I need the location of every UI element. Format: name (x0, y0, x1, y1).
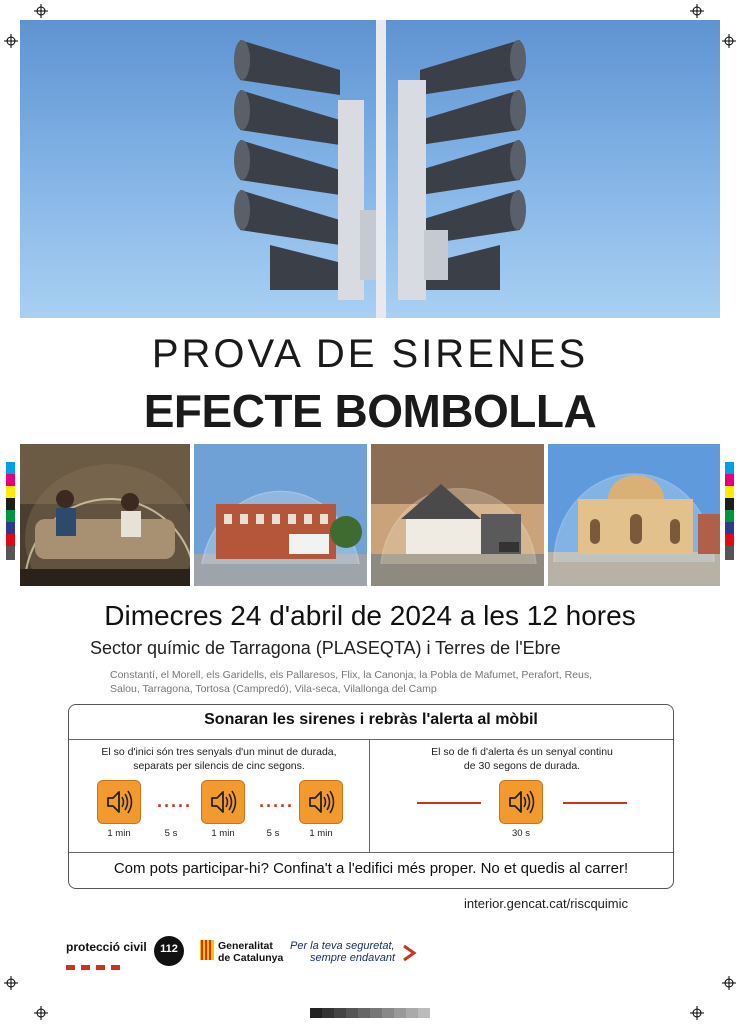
color-calibration-bar (725, 462, 734, 560)
proteccio-civil-label: protecció civil (66, 940, 147, 954)
speaker-icon (201, 780, 245, 824)
speaker-icon (499, 780, 543, 824)
photo-building-bubble (194, 444, 367, 586)
photo-market-bubble (548, 444, 720, 586)
divider (69, 739, 673, 740)
color-calibration-bar (6, 462, 15, 560)
towns-line: Constantí, el Morell, els Garidells, els Pallaresos, Flix, la Canonja, la Pobla de Mafumet, Perafort, Reus, (110, 669, 593, 681)
silence-dots: ····· (259, 796, 294, 816)
duration-label: 30 s (512, 828, 530, 839)
duration-label: 1 min (211, 828, 235, 839)
page-title: PROVA DE SIRENES (151, 332, 589, 376)
grayscale-calibration-strip (310, 1008, 430, 1018)
participate-instruction: Com pots participar-hi? Confina't a l'edifici més proper. No et quedis al carrer! (113, 860, 629, 877)
duration-label: 1 min (107, 828, 131, 839)
event-sector: Sector químic de Tarragona (PLASEQTA) i Terres de l'Ebre (90, 638, 561, 658)
event-date: Dimecres 24 d'abril de 2024 a les 12 hores (104, 600, 636, 631)
hero-siren-image (20, 20, 720, 318)
registration-mark-icon (690, 1006, 704, 1020)
registration-mark-icon (34, 4, 48, 18)
registration-mark-icon (4, 976, 18, 990)
continuous-signal-line (563, 802, 627, 804)
duration-label: 5 s (266, 828, 280, 839)
info-url[interactable]: interior.gencat.cat/riscquimic (464, 896, 629, 911)
end-signal-description (369, 745, 675, 773)
proteccio-civil-logo (66, 940, 147, 975)
description-line: El so d'inici són tres senyals d'un minut de durada, (101, 746, 337, 758)
sirens-info-box (68, 704, 674, 889)
generalitat-shield-icon (200, 940, 214, 960)
photo-living-room (20, 444, 190, 586)
registration-mark-icon (722, 34, 736, 48)
description-line: separats per silencis de cinc segons. (133, 760, 305, 772)
duration-label: 5 s (164, 828, 178, 839)
generalitat-logo (218, 940, 283, 964)
slogan-line: Per la teva seguretat, (290, 940, 395, 952)
registration-mark-icon (722, 976, 736, 990)
registration-mark-icon (4, 34, 18, 48)
affected-towns (110, 668, 630, 696)
emergency-112-logo: 112 (154, 936, 184, 966)
chevron-right-icon (400, 944, 418, 967)
speaker-icon (299, 780, 343, 824)
registration-mark-icon (690, 4, 704, 18)
info-box-title: Sonaran les sirenes i rebràs l'alerta al mòbil (204, 711, 538, 728)
photo-house-bubble (371, 444, 544, 586)
registration-mark-icon (34, 1006, 48, 1020)
page-subtitle: EFECTE BOMBOLLA (143, 385, 597, 437)
generalitat-line: de Catalunya (218, 952, 284, 964)
slogan-line: sempre endavant (310, 952, 395, 964)
silence-dots: ····· (157, 796, 192, 816)
generalitat-line: Generalitat (218, 940, 273, 952)
duration-label: 1 min (309, 828, 333, 839)
start-signal-description (69, 745, 369, 773)
description-line: de 30 segons de durada. (463, 760, 581, 772)
divider (69, 852, 673, 853)
speaker-icon (97, 780, 141, 824)
continuous-signal-line (417, 802, 481, 804)
description-line: El so de fi d'alerta és un senyal continu (431, 746, 613, 758)
towns-line: Salou, Tarragona, Tortosa (Campredó), Vila-seca, Vilallonga del Camp (110, 683, 437, 695)
slogan (290, 940, 395, 964)
